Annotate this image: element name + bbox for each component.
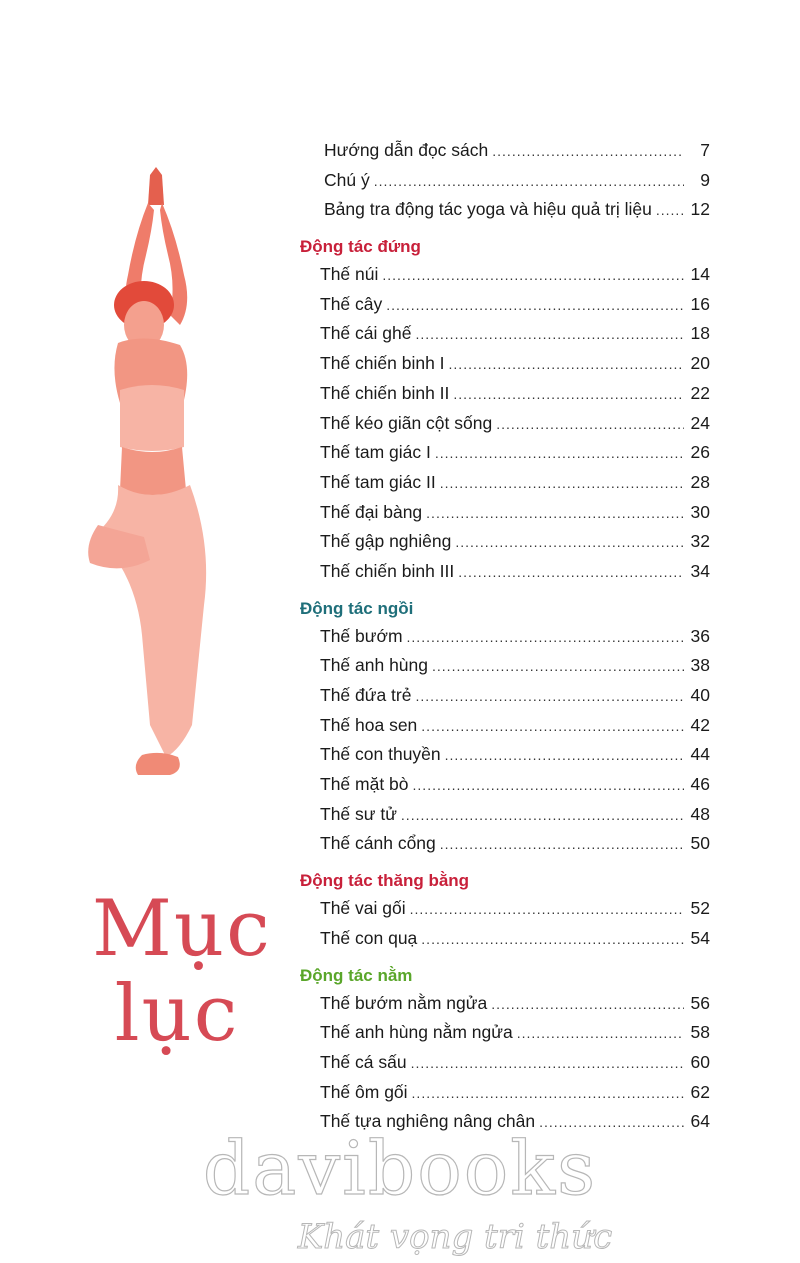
toc-entry-label: Thế bướm nằm ngửa xyxy=(320,992,488,1013)
toc-entry[interactable] xyxy=(300,166,710,196)
toc-entry-label: Thế cây xyxy=(320,293,383,314)
dot-leader xyxy=(374,167,684,197)
toc-entry-page: 46 xyxy=(690,774,710,795)
dot-leader xyxy=(410,895,684,925)
dot-leader xyxy=(401,801,684,831)
toc-section xyxy=(300,234,710,587)
toc-entry-page: 54 xyxy=(690,927,710,948)
dot-leader xyxy=(415,682,684,712)
toc-entry-page: 24 xyxy=(690,412,710,433)
toc-entry-page: 52 xyxy=(690,898,710,919)
toc-entry[interactable] xyxy=(300,711,710,741)
toc-entry-label: Thế tựa nghiêng nâng chân xyxy=(320,1111,536,1132)
dot-leader xyxy=(458,558,684,588)
toc-entry-label: Thế anh hùng nằm ngửa xyxy=(320,1022,513,1043)
toc-entry[interactable] xyxy=(300,651,710,681)
toc-heading-line2: lục xyxy=(114,969,240,1059)
toc-entry-label: Thế cái ghế xyxy=(320,323,412,344)
toc-entry[interactable] xyxy=(300,894,710,924)
toc-entry-label: Thế chiến binh I xyxy=(320,353,445,374)
toc-entry-page: 14 xyxy=(690,264,710,285)
toc-entry-label: Thế mặt bò xyxy=(320,774,409,795)
toc-entry-page: 36 xyxy=(690,625,710,646)
toc-entry[interactable] xyxy=(300,770,710,800)
toc-entry-page: 48 xyxy=(690,803,710,824)
toc-entry[interactable] xyxy=(300,557,710,587)
toc-entry[interactable] xyxy=(300,290,710,320)
toc-entry[interactable] xyxy=(300,409,710,439)
toc-heading-line1: Mục xyxy=(92,884,272,974)
toc-entry-label: Hướng dẫn đọc sách xyxy=(324,140,489,160)
toc-intro-section xyxy=(300,136,710,225)
toc-list xyxy=(300,136,710,1137)
toc-section xyxy=(300,596,710,860)
toc-entry-page: 32 xyxy=(690,531,710,552)
toc-entry[interactable] xyxy=(300,468,710,498)
dot-leader xyxy=(432,652,684,682)
toc-entry-label: Thế bướm xyxy=(320,625,403,646)
toc-entry-label: Thế chiến binh II xyxy=(320,382,450,403)
toc-entry-label: Thế tam giác II xyxy=(320,471,436,492)
toc-entry-page: 38 xyxy=(690,655,710,676)
toc-entry-page: 22 xyxy=(690,382,710,403)
dot-leader xyxy=(496,410,684,440)
toc-entry-page: 56 xyxy=(690,992,710,1013)
dot-leader xyxy=(455,528,684,558)
toc-entry[interactable] xyxy=(300,989,710,1019)
toc-entry-page: 34 xyxy=(690,560,710,581)
toc-entry-label: Thế núi xyxy=(320,264,379,285)
toc-entry[interactable] xyxy=(300,349,710,379)
watermark-brand: davibooks xyxy=(202,1126,598,1212)
toc-entry[interactable] xyxy=(300,527,710,557)
dot-leader xyxy=(386,291,684,321)
toc-entry[interactable] xyxy=(300,924,710,954)
dot-leader xyxy=(440,469,684,499)
toc-entry[interactable] xyxy=(300,622,710,652)
toc-entry[interactable] xyxy=(300,136,710,166)
dot-leader xyxy=(407,623,684,653)
toc-entry-page: 64 xyxy=(690,1111,710,1132)
toc-entry-page: 30 xyxy=(690,501,710,522)
toc-entry[interactable] xyxy=(300,319,710,349)
toc-entry-label: Thế anh hùng xyxy=(320,655,429,676)
toc-entry-page: 20 xyxy=(690,353,710,374)
toc-entry-page: 28 xyxy=(690,471,710,492)
dot-leader xyxy=(517,1019,684,1049)
dot-leader xyxy=(656,196,684,226)
toc-entry-page: 18 xyxy=(690,323,710,344)
toc-entry-page: 60 xyxy=(690,1051,710,1072)
toc-entry-page: 44 xyxy=(690,744,710,765)
toc-entry[interactable] xyxy=(300,829,710,859)
toc-entry-label: Thế vai gối xyxy=(320,898,406,919)
toc-entry-label: Thế con thuyền xyxy=(320,744,441,765)
dot-leader xyxy=(449,350,684,380)
toc-entry-page: 9 xyxy=(700,169,710,190)
toc-entry-label: Chú ý xyxy=(324,169,370,190)
watermark-tagline: Khát vọng tri thức xyxy=(297,1217,613,1257)
section-title: Động tác đứng xyxy=(300,237,421,257)
toc-entry-label: Thế gập nghiêng xyxy=(320,531,452,552)
toc-section xyxy=(300,868,710,953)
toc-entry-page: 50 xyxy=(690,833,710,854)
toc-entry-label: Thế kéo giãn cột sống xyxy=(320,412,493,433)
toc-entry-page: 62 xyxy=(690,1081,710,1102)
toc-entry-label: Thế chiến binh III xyxy=(320,560,455,581)
toc-entry[interactable] xyxy=(300,1048,710,1078)
toc-sections xyxy=(300,234,710,1137)
dot-leader xyxy=(382,261,684,291)
toc-entry[interactable] xyxy=(300,800,710,830)
toc-entry[interactable] xyxy=(300,740,710,770)
toc-entry-label: Thế hoa sen xyxy=(320,714,418,735)
toc-entry[interactable] xyxy=(300,379,710,409)
toc-entry-label: Bảng tra động tác yoga và hiệu quả trị liệu xyxy=(324,199,652,220)
toc-entry-label: Thế đứa trẻ xyxy=(320,685,412,705)
dot-leader xyxy=(413,771,684,801)
dot-leader xyxy=(421,712,684,742)
section-title: Động tác thăng bằng xyxy=(300,871,470,891)
toc-entry[interactable] xyxy=(300,195,710,225)
dot-leader xyxy=(426,499,684,529)
dot-leader xyxy=(453,380,684,410)
dot-leader xyxy=(440,830,684,860)
section-title: Động tác ngồi xyxy=(300,598,414,618)
toc-entry-page: 7 xyxy=(700,140,710,160)
toc-section xyxy=(300,963,710,1137)
toc-entry-label: Thế cá sấu xyxy=(320,1051,407,1072)
section-title: Động tác nằm xyxy=(300,965,413,985)
toc-entry-label: Thế sư tử xyxy=(320,803,397,824)
dot-leader xyxy=(445,741,684,771)
toc-entry-label: Thế tam giác I xyxy=(320,442,431,463)
toc-entry[interactable] xyxy=(300,260,710,290)
toc-entry-page: 42 xyxy=(690,714,710,735)
dot-leader xyxy=(421,925,684,955)
toc-entry[interactable] xyxy=(300,681,710,711)
dot-leader xyxy=(411,1049,684,1079)
toc-entry-label: Thế cánh cổng xyxy=(320,833,436,854)
dot-leader xyxy=(435,439,684,469)
dot-leader xyxy=(415,320,684,350)
toc-entry[interactable] xyxy=(300,1078,710,1108)
toc-entry-page: 16 xyxy=(690,293,710,314)
toc-entry-page: 58 xyxy=(690,1022,710,1043)
toc-entry-page: 12 xyxy=(690,199,710,220)
toc-entry-page: 26 xyxy=(690,442,710,463)
dot-leader xyxy=(491,990,684,1020)
yoga-tree-pose-illustration xyxy=(80,165,280,795)
dot-leader xyxy=(492,137,684,167)
toc-entry-page: 40 xyxy=(690,685,710,705)
toc-entry[interactable] xyxy=(300,1018,710,1048)
toc-entry-label: Thế con quạ xyxy=(320,927,418,948)
dot-leader xyxy=(412,1079,684,1109)
toc-entry-label: Thế đại bàng xyxy=(320,501,423,522)
toc-entry[interactable] xyxy=(300,498,710,528)
toc-entry-label: Thế ôm gối xyxy=(320,1081,408,1102)
toc-entry[interactable] xyxy=(300,438,710,468)
